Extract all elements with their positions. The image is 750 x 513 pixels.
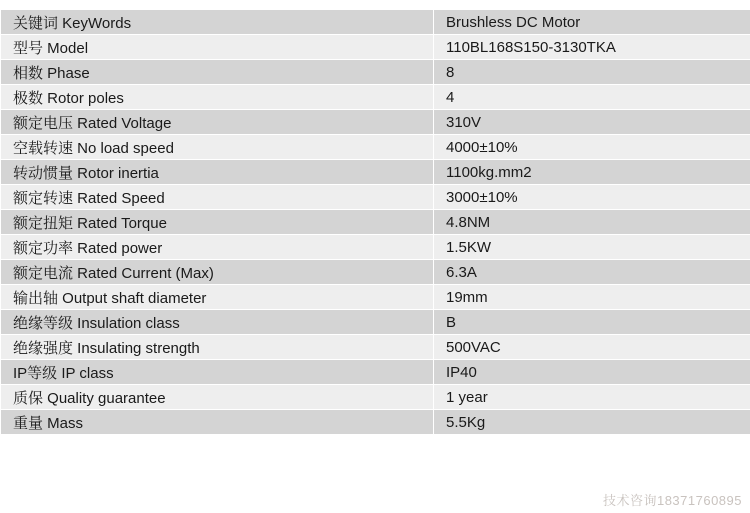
spec-value: 110BL168S150-3130TKA — [434, 35, 750, 60]
spec-label: 额定扭矩 Rated Torque — [1, 210, 434, 235]
table-row — [1, 185, 750, 210]
table-row — [1, 10, 750, 35]
spec-value: IP40 — [434, 360, 750, 385]
spec-value: 310V — [434, 110, 750, 135]
table-row — [1, 335, 750, 360]
table-row — [1, 410, 750, 435]
spec-label: 额定功率 Rated power — [1, 235, 434, 260]
spec-label: 极数 Rotor poles — [1, 85, 434, 110]
watermark-text: 技术咨询18371760895 — [602, 493, 742, 508]
table-row — [1, 235, 750, 260]
spec-label: IP等级 IP class — [1, 360, 434, 385]
spec-value: 1100kg.mm2 — [434, 160, 750, 185]
spec-value: 3000±10% — [434, 185, 750, 210]
spec-label: 空载转速 No load speed — [1, 135, 434, 160]
spec-label: 额定转速 Rated Speed — [1, 185, 434, 210]
spec-value: 1.5KW — [434, 235, 750, 260]
spec-label: 输出轴 Output shaft diameter — [1, 285, 434, 310]
spec-label: 关键词 KeyWords — [1, 10, 434, 35]
spec-value: 5.5Kg — [434, 410, 750, 435]
table-row — [1, 285, 750, 310]
specification-table — [0, 9, 750, 435]
spec-label: 重量 Mass — [1, 410, 434, 435]
table-row — [1, 110, 750, 135]
table-row — [1, 210, 750, 235]
spec-value: 19mm — [434, 285, 750, 310]
spec-value: 4 — [434, 85, 750, 110]
spec-value: 4000±10% — [434, 135, 750, 160]
specification-table-body — [1, 10, 750, 435]
spec-value: 6.3A — [434, 260, 750, 285]
spec-label: 额定电压 Rated Voltage — [1, 110, 434, 135]
spec-label: 相数 Phase — [1, 60, 434, 85]
table-row — [1, 60, 750, 85]
spec-value: B — [434, 310, 750, 335]
table-row — [1, 385, 750, 410]
table-row — [1, 35, 750, 60]
table-row — [1, 160, 750, 185]
spec-label: 绝缘强度 Insulating strength — [1, 335, 434, 360]
spec-label: 额定电流 Rated Current (Max) — [1, 260, 434, 285]
spec-label: 型号 Model — [1, 35, 434, 60]
table-row — [1, 260, 750, 285]
table-row — [1, 360, 750, 385]
table-row — [1, 85, 750, 110]
spec-value: Brushless DC Motor — [434, 10, 750, 35]
spec-value: 8 — [434, 60, 750, 85]
spec-value: 1 year — [434, 385, 750, 410]
spec-value: 4.8NM — [434, 210, 750, 235]
spec-value: 500VAC — [434, 335, 750, 360]
table-row — [1, 310, 750, 335]
table-row — [1, 135, 750, 160]
spec-label: 质保 Quality guarantee — [1, 385, 434, 410]
spec-label: 绝缘等级 Insulation class — [1, 310, 434, 335]
spec-label: 转动惯量 Rotor inertia — [1, 160, 434, 185]
